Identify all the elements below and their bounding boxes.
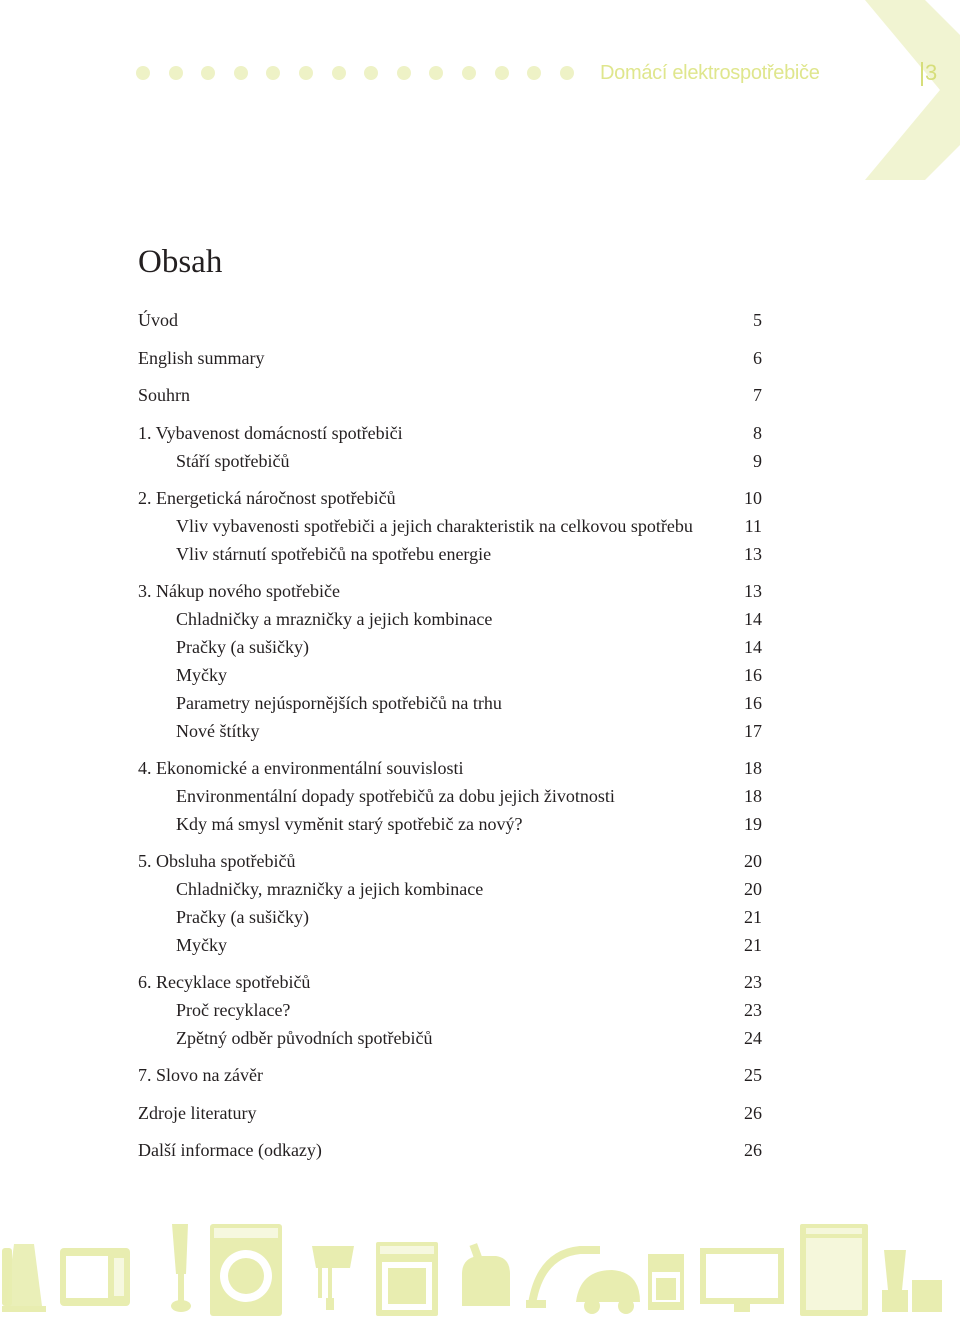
toc-entry-label: Myčky	[176, 935, 227, 955]
toc-entry-label: Vliv stárnutí spotřebičů na spotřebu energie	[176, 544, 492, 564]
toc-entry[interactable]	[138, 783, 762, 809]
toc-entry[interactable]	[138, 1025, 762, 1051]
header-dot	[527, 66, 541, 80]
toc-entry-label: 3. Nákup nového spotřebiče	[138, 581, 340, 601]
toc-entry-page: 26	[744, 1103, 762, 1123]
toc-entry-page: 13	[744, 581, 762, 601]
dishwasher-icon	[800, 1224, 868, 1316]
toc-entry-label: Pračky (a sušičky)	[176, 637, 309, 657]
toc-entry-page: 13	[744, 544, 762, 564]
toc-entry-page: 18	[744, 786, 762, 806]
toc-entry-label: 1. Vybavenost domácností spotřebiči	[138, 423, 403, 443]
toc-entry-page: 25	[744, 1065, 762, 1085]
toc-entry-label: Stáří spotřebičů	[176, 451, 290, 471]
header-dot	[299, 66, 313, 80]
toc-entry[interactable]	[138, 718, 762, 744]
page-number: 3	[925, 60, 938, 85]
toc-entry-label: Kdy má smysl vyměnit starý spotřebič za nový?	[176, 814, 523, 834]
toc-entry-label: Zdroje literatury	[138, 1103, 257, 1123]
toc-entry[interactable]	[138, 578, 762, 604]
toc-entry[interactable]	[138, 755, 762, 781]
toc-entry-page: 24	[744, 1028, 762, 1048]
toc-entry[interactable]	[138, 662, 762, 688]
toc-entry-page: 6	[753, 348, 762, 368]
toc-entry-label: Zpětný odběr původních spotřebičů	[176, 1028, 433, 1048]
toc-title: Obsah	[138, 244, 223, 280]
toc-entry-label: Myčky	[176, 665, 227, 685]
toc-entry-label: Chladničky a mrazničky a jejich kombinace	[176, 609, 493, 629]
blender-icon	[882, 1250, 942, 1312]
chevron-arrow-decoration	[825, 0, 960, 180]
toc-entry-page: 14	[744, 637, 762, 657]
toc-entry-page: 7	[753, 385, 762, 405]
hand-blender-icon	[171, 1224, 191, 1312]
toc-entry-page: 5	[753, 310, 762, 330]
header-dot	[136, 66, 150, 80]
toc-entry[interactable]	[138, 904, 762, 930]
toc-entry-page: 23	[744, 972, 762, 992]
toc-entry-page: 20	[744, 879, 762, 899]
toc-entry[interactable]	[138, 382, 762, 408]
toc-entry[interactable]	[138, 634, 762, 660]
toc-entry[interactable]	[138, 1062, 762, 1088]
stove-icon	[376, 1242, 438, 1316]
toc-entry-label: Úvod	[138, 310, 178, 330]
toc-entry-label: 5. Obsluha spotřebičů	[138, 851, 296, 871]
toc-entry-page: 20	[744, 851, 762, 871]
header-dot	[560, 66, 574, 80]
toc-entry[interactable]	[138, 932, 762, 958]
header-dot	[201, 66, 215, 80]
toc-entry-label: Souhrn	[138, 385, 191, 405]
toaster-icon	[462, 1243, 510, 1306]
toc-entry[interactable]	[138, 345, 762, 371]
kettle-icon	[2, 1244, 46, 1312]
header-dot	[234, 66, 248, 80]
toc-entry[interactable]	[138, 448, 762, 474]
header-dot	[364, 66, 378, 80]
washing-machine-icon	[210, 1224, 282, 1316]
toc-entry[interactable]	[138, 307, 762, 333]
appliance-icons-row	[0, 1214, 960, 1320]
toc-entry[interactable]	[138, 876, 762, 902]
toc-entry[interactable]	[138, 420, 762, 446]
toc-entry-page: 16	[744, 693, 762, 713]
toc-entry-label: Parametry nejúspornějších spotřebičů na trhu	[176, 693, 502, 713]
toc-entry[interactable]	[138, 485, 762, 511]
toc-entry-page: 16	[744, 665, 762, 685]
toc-entry-label: Proč recyklace?	[176, 1000, 291, 1020]
header-dot-row	[136, 66, 592, 80]
toc-entry[interactable]	[138, 541, 762, 567]
toc-entry-label: Nové štítky	[176, 721, 260, 741]
toc-entry-label: 4. Ekonomické a environmentální souvislosti	[138, 758, 464, 778]
toc-entry[interactable]	[138, 513, 762, 539]
coffee-maker-icon	[648, 1254, 684, 1310]
toc-entry-label: Pračky (a sušičky)	[176, 907, 309, 927]
header-dot	[332, 66, 346, 80]
toc-entry-page: 18	[744, 758, 762, 778]
toc-entry-label: Další informace (odkazy)	[138, 1140, 322, 1160]
toc-entry[interactable]	[138, 1137, 762, 1163]
toc-entry[interactable]	[138, 811, 762, 837]
toc-entry[interactable]	[138, 997, 762, 1023]
toc-entry-page: 19	[744, 814, 762, 834]
toc-entry-page: 17	[744, 721, 762, 741]
toc-entry-label: English summary	[138, 348, 265, 368]
toc-entry-label: Environmentální dopady spotřebičů za dobu jejich životnosti	[176, 786, 615, 806]
toc-entry-label: 7. Slovo na závěr	[138, 1065, 263, 1085]
toc-entry-page: 9	[753, 451, 762, 471]
tv-icon	[700, 1248, 784, 1312]
toc-entry-label: 6. Recyklace spotřebičů	[138, 972, 311, 992]
toc-entry-page: 21	[744, 935, 762, 955]
header-dot	[495, 66, 509, 80]
toc-entry[interactable]	[138, 848, 762, 874]
toc-entry[interactable]	[138, 969, 762, 995]
header-title: Domácí elektrospotřebiče	[600, 62, 820, 84]
toc-entry-page: 10	[744, 488, 762, 508]
toc-entry-label: Vliv vybavenosti spotřebiči a jejich charakteristik na celkovou spotřebu	[176, 516, 693, 536]
header-dot	[169, 66, 183, 80]
header-dot	[429, 66, 443, 80]
toc-entry-page: 23	[744, 1000, 762, 1020]
header-dot	[397, 66, 411, 80]
toc-entry-page: 14	[744, 609, 762, 629]
microwave-icon	[60, 1248, 130, 1306]
vacuum-cleaner-icon	[526, 1250, 640, 1314]
toc-entry-label: 2. Energetická náročnost spotřebičů	[138, 488, 396, 508]
toc-entry-page: 21	[744, 907, 762, 927]
header-dot	[462, 66, 476, 80]
mixer-icon	[312, 1246, 354, 1310]
toc-entry-page: 11	[744, 516, 762, 536]
header-divider	[921, 62, 923, 86]
toc-entry-label: Chladničky, mrazničky a jejich kombinace	[176, 879, 484, 899]
toc-entry[interactable]	[138, 690, 762, 716]
toc-entry-page: 26	[744, 1140, 762, 1160]
toc-entry[interactable]	[138, 606, 762, 632]
toc-entry[interactable]	[138, 1100, 762, 1126]
header-dot	[266, 66, 280, 80]
toc-entry-page: 8	[753, 423, 762, 443]
